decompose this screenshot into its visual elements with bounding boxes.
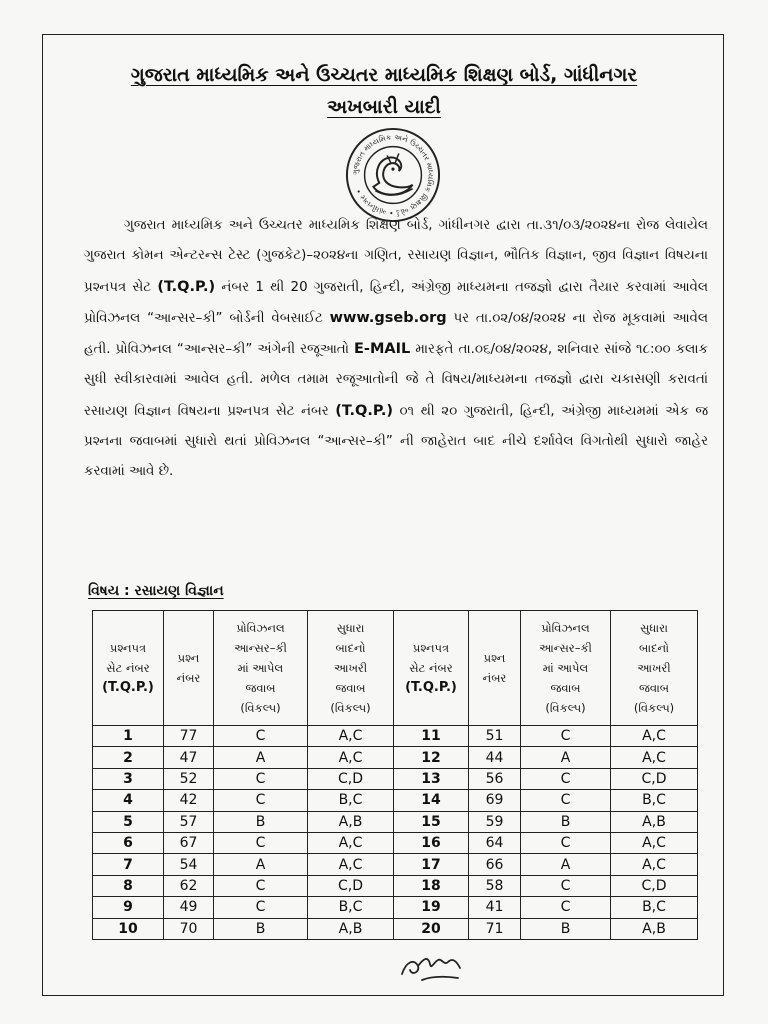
question-cell: 71: [469, 918, 521, 939]
final-cell: A,B: [611, 811, 698, 832]
table-row: [93, 918, 698, 939]
table-row: [93, 790, 698, 811]
table-row: [93, 811, 698, 832]
subject-label: વિષય : રસાયણ વિજ્ઞાન: [88, 583, 224, 599]
final-cell: A,C: [308, 726, 394, 747]
table-row: [93, 875, 698, 896]
provisional-cell: A: [214, 747, 308, 768]
question-cell: 42: [164, 790, 214, 811]
final-cell: A,C: [308, 832, 394, 853]
provisional-cell: B: [521, 918, 611, 939]
provisional-cell: C: [521, 790, 611, 811]
provisional-cell: C: [214, 726, 308, 747]
table-row: [93, 768, 698, 789]
notice-text-3: પર તા.૦૨/૦૪/૨૦૨૪ ના રોજ મૂકવામાં આવેલ હતી. પ્રોવિઝનલ “આન્સર–કી” અંગેની રજૂઆતો: [84, 310, 709, 358]
header-final-answer: સુધારા બાદનો આખરી જવાબ (વિકલ્પ): [308, 611, 394, 726]
set-number-cell: 12: [394, 747, 469, 768]
provisional-cell: C: [214, 790, 308, 811]
final-cell: A,C: [308, 747, 394, 768]
question-cell: 44: [469, 747, 521, 768]
final-cell: B,C: [611, 790, 698, 811]
provisional-cell: C: [214, 768, 308, 789]
final-cell: B,C: [308, 897, 394, 918]
final-cell: A,B: [308, 811, 394, 832]
set-number-cell: 19: [394, 897, 469, 918]
question-cell: 52: [164, 768, 214, 789]
set-number-cell: 4: [93, 790, 164, 811]
provisional-cell: C: [521, 832, 611, 853]
provisional-cell: C: [521, 768, 611, 789]
question-cell: 41: [469, 897, 521, 918]
provisional-cell: B: [521, 811, 611, 832]
question-cell: 54: [164, 854, 214, 875]
set-number-cell: 13: [394, 768, 469, 789]
set-number-cell: 15: [394, 811, 469, 832]
set-number-cell: 2: [93, 747, 164, 768]
question-cell: 58: [469, 875, 521, 896]
header-final-answer-2: સુધારા બાદનો આખરી જવાબ (વિકલ્પ): [611, 611, 698, 726]
table-header-row: [93, 611, 698, 726]
tqp-label-1: (T.Q.P.): [157, 278, 216, 295]
final-cell: C,D: [611, 768, 698, 789]
question-cell: 66: [469, 854, 521, 875]
answer-key-table: [92, 610, 698, 940]
final-cell: C,D: [308, 875, 394, 896]
set-number-cell: 6: [93, 832, 164, 853]
set-number-cell: 10: [93, 918, 164, 939]
final-cell: A,C: [611, 747, 698, 768]
provisional-cell: C: [214, 897, 308, 918]
board-seal-logo: [344, 126, 442, 224]
press-note-title: અખબારી યાદી: [327, 96, 441, 118]
provisional-cell: C: [521, 726, 611, 747]
svg-text:ગુજરાત માધ્યમિક અને ઉચ્ચતર માધ: [351, 133, 436, 218]
provisional-cell: C: [521, 875, 611, 896]
provisional-cell: C: [214, 875, 308, 896]
set-number-cell: 7: [93, 854, 164, 875]
question-cell: 56: [469, 768, 521, 789]
seal-text: ગુજરાત માધ્યમિક અને ઉચ્ચતર માધ્યમિક શિક્ષણ બોર્ડ • ગાંધીનગર •: [350, 132, 436, 218]
provisional-cell: B: [214, 811, 308, 832]
question-cell: 67: [164, 832, 214, 853]
question-cell: 62: [164, 875, 214, 896]
question-cell: 51: [469, 726, 521, 747]
final-cell: B,C: [308, 790, 394, 811]
final-cell: B,C: [611, 897, 698, 918]
final-cell: A,C: [611, 726, 698, 747]
final-cell: A,B: [611, 918, 698, 939]
notice-text-4: મારફતે તા.૦૬/૦૪/૨૦૨૪, શનિવાર સાંજે ૧૮:૦૦ કલાક સુધી સ્વીકારવામાં આવેલ હતી. મળેલ તમામ રજૂઆતોની જે તે વિષય/માધ્યમના તજજ્ઞો દ્વારા ચકાસણી કરાવતાં રસાયણ વિજ્ઞાન વિષયના પ્રશ્નપત્ર સેટ નંબર: [84, 342, 708, 419]
question-cell: 59: [469, 811, 521, 832]
header-provisional-answer: પ્રોવિઝનલ આન્સર–કી માં આપેલ જવાબ (વિકલ્પ): [214, 611, 308, 726]
website-link: www.gseb.org: [329, 309, 447, 326]
final-cell: A,C: [611, 832, 698, 853]
table-row: [93, 832, 698, 853]
notice-text-2: નંબર 1 થી 20 ગુજરાતી, હિન્દી, અંગ્રેજી માધ્યમના તજજ્ઞો દ્વારા તૈયાર કરવામાં આવેલ પ્રોવિઝનલ “આન્સર–કી” બોર્ડની વેબસાઈટ: [84, 279, 708, 326]
provisional-cell: A: [214, 854, 308, 875]
final-cell: C,D: [611, 875, 698, 896]
table-row: [93, 726, 698, 747]
signature: [398, 950, 468, 984]
final-cell: C,D: [308, 768, 394, 789]
set-number-cell: 5: [93, 811, 164, 832]
header-provisional-answer-2: પ્રોવિઝનલ આન્સર–કી માં આપેલ જવાબ (વિકલ્પ): [521, 611, 611, 726]
table-row: [93, 854, 698, 875]
question-cell: 70: [164, 918, 214, 939]
notice-paragraph: [84, 211, 708, 488]
set-number-cell: 11: [394, 726, 469, 747]
header-set-number-2: પ્રશ્નપત્ર સેટ નંબર (T.Q.P.): [394, 611, 469, 726]
header-question-number: પ્રશ્ન નંબર: [164, 611, 214, 726]
table-row: [93, 897, 698, 918]
question-cell: 77: [164, 726, 214, 747]
email-label: E-MAIL: [354, 341, 411, 358]
provisional-cell: A: [521, 854, 611, 875]
set-number-cell: 8: [93, 875, 164, 896]
set-number-cell: 20: [394, 918, 469, 939]
question-cell: 47: [164, 747, 214, 768]
question-cell: 49: [164, 897, 214, 918]
final-cell: A,C: [611, 854, 698, 875]
tqp-label-2: (T.Q.P.): [335, 402, 393, 419]
notice-text-1: ગુજરાત માધ્યમિક અને ઉચ્ચતર માધ્યમિક શિક્ષણ બોર્ડ, ગાંધીનગર દ્વારા તા.૩૧/૦૩/૨૦૨૪ના રોજ લેવાયેલ ગુજરાત કોમન એન્ટરન્સ ટેસ્ટ (ગુજકેટ)–૨૦૨૪ના ગણિત, રસાયણ વિજ્ઞાન, ભૌતિક વિજ્ઞાન, જીવ વિજ્ઞાન વિષયના પ્રશ્નપત્ર સેટ: [84, 218, 708, 295]
question-cell: 69: [469, 790, 521, 811]
question-cell: 57: [164, 811, 214, 832]
provisional-cell: A: [521, 747, 611, 768]
set-number-cell: 16: [394, 832, 469, 853]
set-number-cell: 18: [394, 875, 469, 896]
question-cell: 64: [469, 832, 521, 853]
provisional-cell: C: [214, 832, 308, 853]
set-number-cell: 17: [394, 854, 469, 875]
notice-text-5: ૦૧ થી ૨૦ ગુજરાતી, હિન્દી, અંગ્રેજી માધ્યમમાં એક જ પ્રશ્નના જવાબમાં સુધારો થતાં પ્રોવિઝનલ “આન્સર–કી” ની જાહેરાત બાદ નીચે દર્શાવેલ વિગતોથી સુધારો જાહેર કરવામાં આવે છે.: [84, 403, 708, 480]
board-title: ગુજરાત માધ્યમિક અને ઉચ્ચતર માધ્યમિક શિક્ષણ બોર્ડ, ગાંધીનગર: [130, 64, 638, 86]
header-question-number-2: પ્રશ્ન નંબર: [469, 611, 521, 726]
set-number-cell: 1: [93, 726, 164, 747]
set-number-cell: 14: [394, 790, 469, 811]
final-cell: A,C: [308, 854, 394, 875]
header-set-number: પ્રશ્નપત્ર સેટ નંબર (T.Q.P.): [93, 611, 164, 726]
set-number-cell: 9: [93, 897, 164, 918]
table-row: [93, 747, 698, 768]
set-number-cell: 3: [93, 768, 164, 789]
provisional-cell: C: [521, 897, 611, 918]
final-cell: A,B: [308, 918, 394, 939]
provisional-cell: B: [214, 918, 308, 939]
